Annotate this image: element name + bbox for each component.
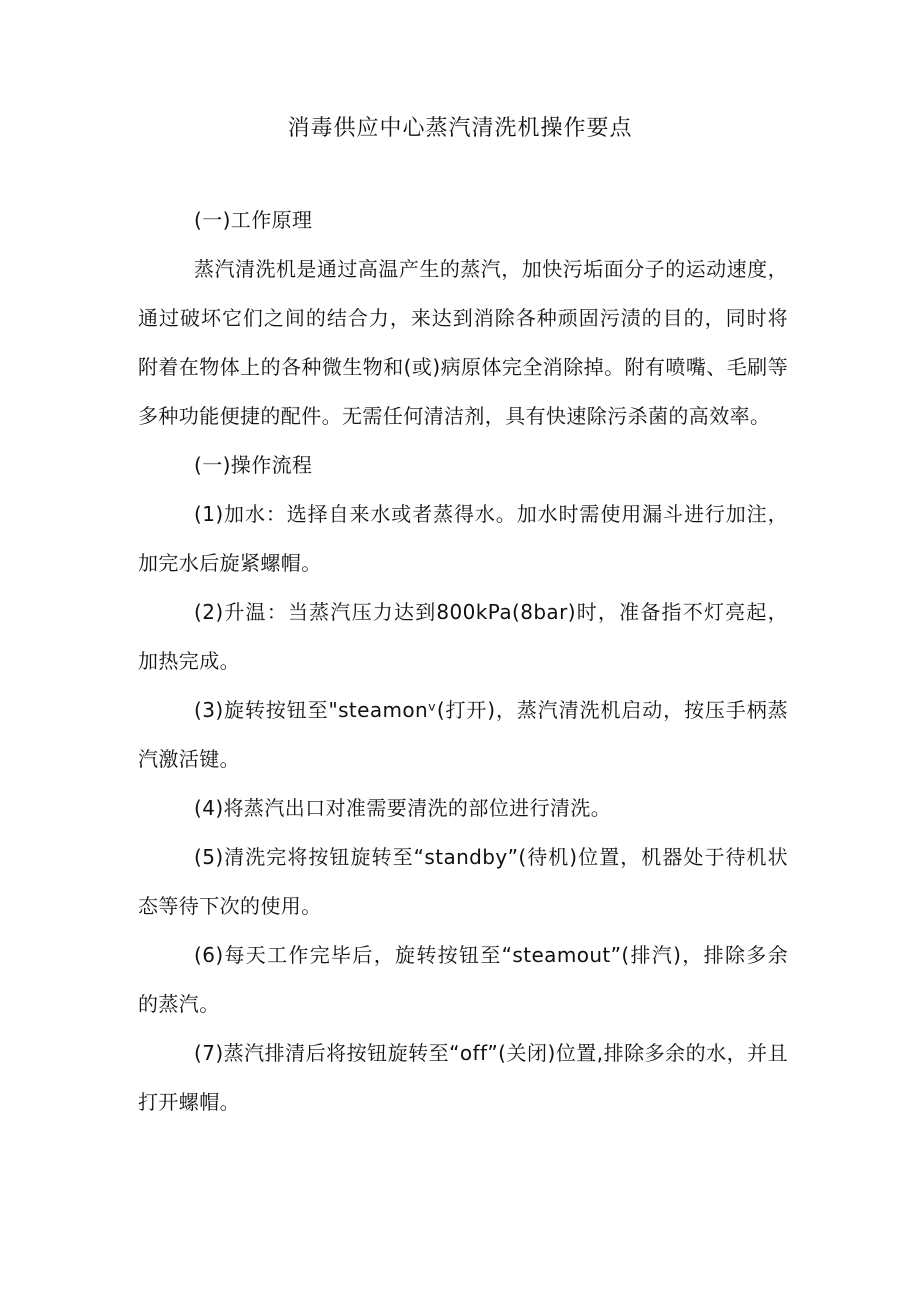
procedure-step-2: (2)升温：当蒸汽压力达到800kPa(8bar)时，准备指不灯亮起，加热完成。 <box>138 600 788 673</box>
section-heading-principle: (一)工作原理 <box>194 208 313 232</box>
section-heading-procedure: (一)操作流程 <box>194 453 313 477</box>
procedure-step-1: (1)加水：选择自来水或者蒸得水。加水时需使用漏斗进行加注，加完水后旋紧螺帽。 <box>138 502 788 575</box>
principle-paragraph: 蒸汽清洗机是通过高温产生的蒸汽，加快污垢面分子的运动速度，通过破坏它们之间的结合力，来达到消除各种顽固污渍的目的，同时将附着在物体上的各种微生物和(或)病原体完全消除掉。附有喷嘴、毛刷等多种功能便捷的配件。无需任何清洁剂，具有快速除污杀菌的高效率。 <box>138 257 788 428</box>
procedure-step-4: (4)将蒸汽出口对准需要清洗的部位进行清洗。 <box>194 796 612 820</box>
page-title: 消毒供应中心蒸汽清洗机操作要点 <box>287 116 633 141</box>
procedure-step-6: (6)每天工作完毕后，旋转按钮至“steamout”(排汽)，排除多余的蒸汽。 <box>138 943 788 1016</box>
document-body <box>138 196 788 1127</box>
procedure-step-5: (5)清洗完将按钮旋转至“standby”(待机)位置，机器处于待机状态等待下次的使用。 <box>138 845 788 918</box>
procedure-step-3: (3)旋转按钮至"steamonᵛ(打开)，蒸汽清洗机启动，按压手柄蒸汽激活键。 <box>138 698 788 771</box>
procedure-step-7: (7)蒸汽排清后将按钮旋转至“off”(关闭)位置,排除多余的水，并且打开螺帽。 <box>138 1041 788 1114</box>
